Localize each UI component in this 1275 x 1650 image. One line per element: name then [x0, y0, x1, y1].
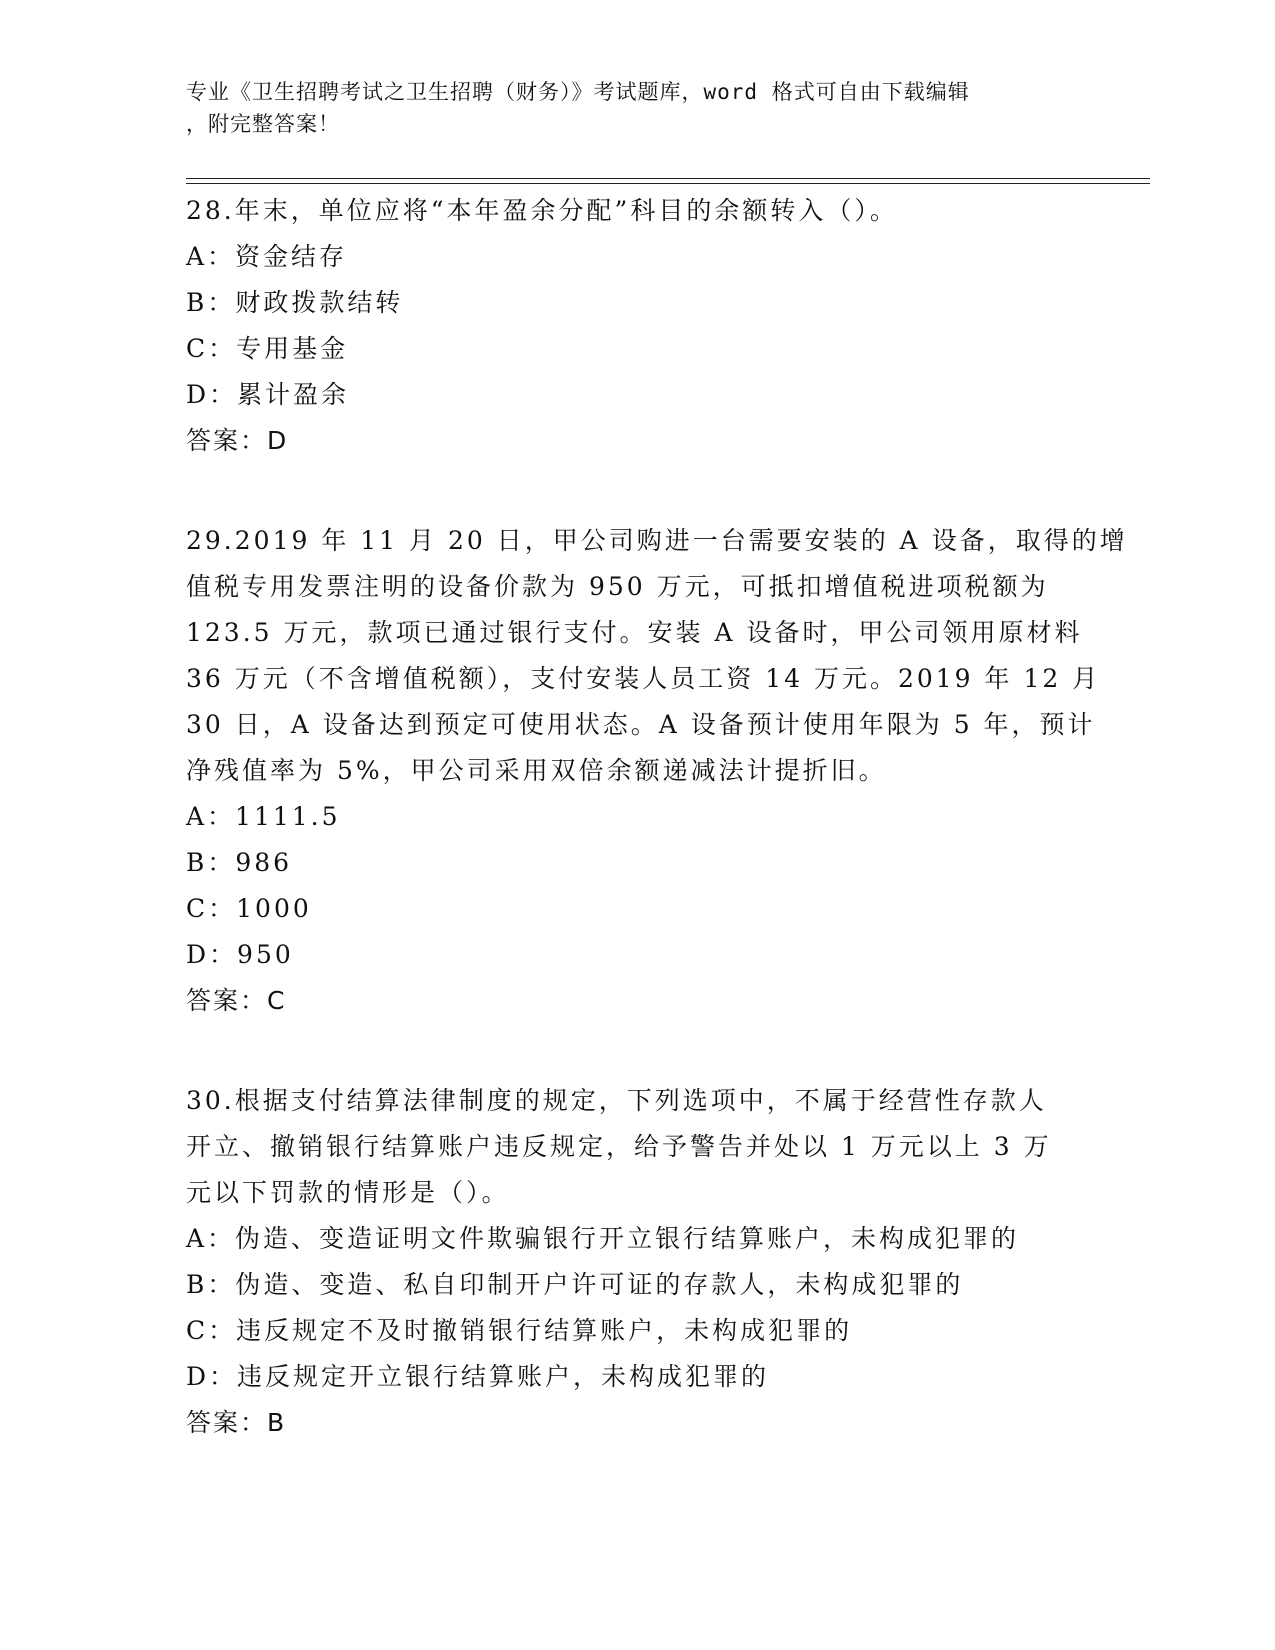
question-28 — [186, 188, 1086, 464]
question-stem-line: 开立、撤销银行结算账户违反规定，给予警告并处以 1 万元以上 3 万 — [186, 1132, 1052, 1161]
option-b: B：986 — [186, 848, 293, 877]
option-c: C：1000 — [186, 894, 312, 923]
question-stem-line: 123.5 万元，款项已通过银行支付。安装 A 设备时，甲公司领用原材料 — [186, 618, 1083, 647]
question-stem-line: 净残值率为 5%，甲公司采用双倍余额递减法计提折旧。 — [186, 756, 887, 785]
option-b: B：财政拨款结转 — [186, 288, 404, 317]
question-stem-line: 30 日，A 设备达到预定可使用状态。A 设备预计使用年限为 5 年，预计 — [186, 710, 1096, 739]
question-stem-line: 29.2019 年 11 月 20 日，甲公司购进一台需要安装的 A 设备，取得的增 — [186, 526, 1128, 555]
question-list — [186, 188, 1128, 1446]
question-stem-line: 元以下罚款的情形是（）。 — [186, 1178, 510, 1207]
option-d: D：违反规定开立银行结算账户，未构成犯罪的 — [186, 1362, 770, 1391]
option-a: A：资金结存 — [186, 242, 348, 271]
document-header — [186, 76, 1066, 140]
question-spacer — [186, 464, 1086, 518]
question-30 — [186, 1078, 1086, 1446]
option-d: D：950 — [186, 940, 294, 969]
header-line-2: ，附完整答案！ — [186, 112, 340, 136]
question-29 — [186, 518, 1128, 1024]
question-spacer — [186, 1024, 1086, 1078]
option-d: D：累计盈余 — [186, 380, 350, 409]
header-divider-bottom — [186, 183, 1150, 184]
option-c: C：专用基金 — [186, 334, 349, 363]
question-stem-line: 30.根据支付结算法律制度的规定，下列选项中，不属于经营性存款人 — [186, 1086, 1047, 1115]
question-stem-line: 36 万元（不含增值税额），支付安装人员工资 14 万元。2019 年 12 月 — [186, 664, 1101, 693]
answer-line: 答案：D — [186, 426, 289, 455]
answer-line: 答案：B — [186, 1408, 287, 1437]
answer-line: 答案：C — [186, 986, 287, 1015]
question-stem-line: 值税专用发票注明的设备价款为 950 万元，可抵扣增值税进项税额为 — [186, 572, 1049, 601]
option-a: A：伪造、变造证明文件欺骗银行开立银行结算账户，未构成犯罪的 — [186, 1224, 1020, 1253]
header-divider-top — [186, 178, 1150, 179]
option-a: A：1111.5 — [186, 802, 341, 831]
header-line-1: 专业《卫生招聘考试之卫生招聘（财务）》考试题库，word 格式可自由下载编辑 — [186, 80, 970, 104]
question-stem-line: 28.年末，单位应将“本年盈余分配”科目的余额转入（）。 — [186, 196, 898, 225]
option-c: C：违反规定不及时撤销银行结算账户，未构成犯罪的 — [186, 1316, 853, 1345]
option-b: B：伪造、变造、私自印制开户许可证的存款人，未构成犯罪的 — [186, 1270, 964, 1299]
